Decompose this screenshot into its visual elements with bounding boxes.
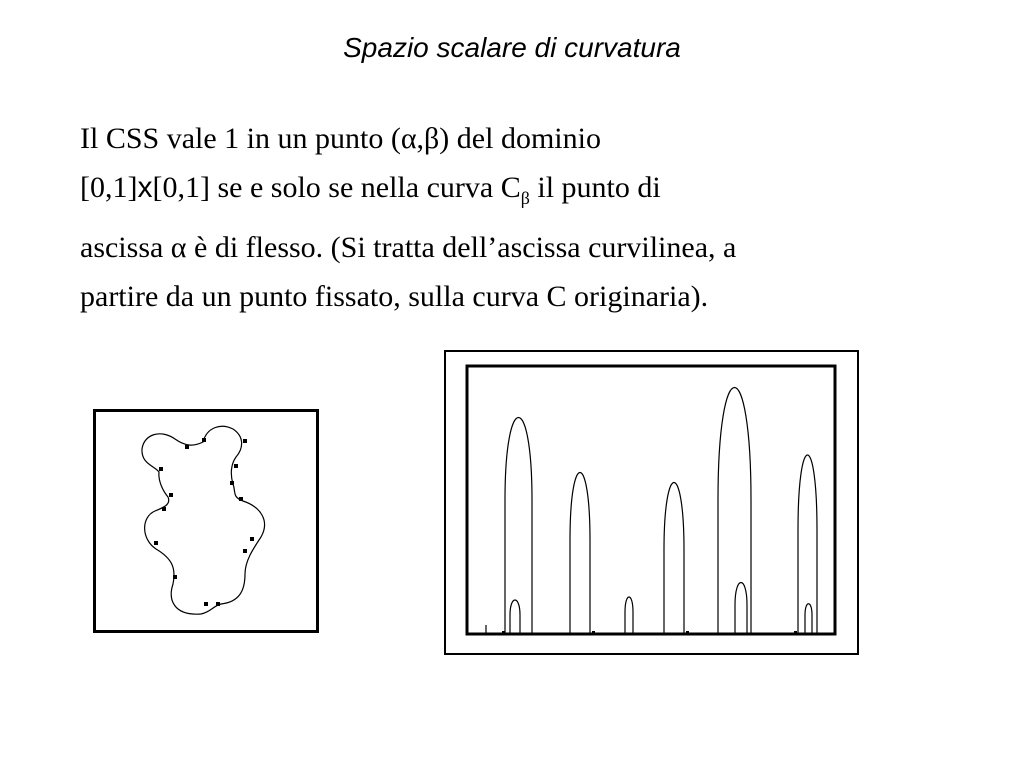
interval-text: [0,1]	[80, 171, 138, 204]
cross-symbol: x	[137, 171, 153, 204]
beta-subscript: β	[520, 188, 530, 208]
paragraph-line-3: ascissa α è di flesso. (Si tratta dell’ascissa curvilinea, a	[80, 231, 737, 264]
paragraph-line-1: Il CSS vale 1 in un punto (α,β) del dominio	[80, 122, 601, 155]
body-paragraph	[80, 114, 980, 321]
point-text: il punto di	[529, 171, 661, 204]
css-arches-plot-icon	[444, 350, 859, 655]
paragraph-line-4: partire da un punto fissato, sulla curva C originaria).	[80, 280, 709, 313]
condition-text: [0,1] se e solo se nella curva C	[152, 171, 521, 204]
paragraph-line-2	[80, 163, 980, 223]
teddy-bear-contour-icon	[93, 409, 320, 634]
slide-title: Spazio scalare di curvatura	[343, 32, 681, 63]
